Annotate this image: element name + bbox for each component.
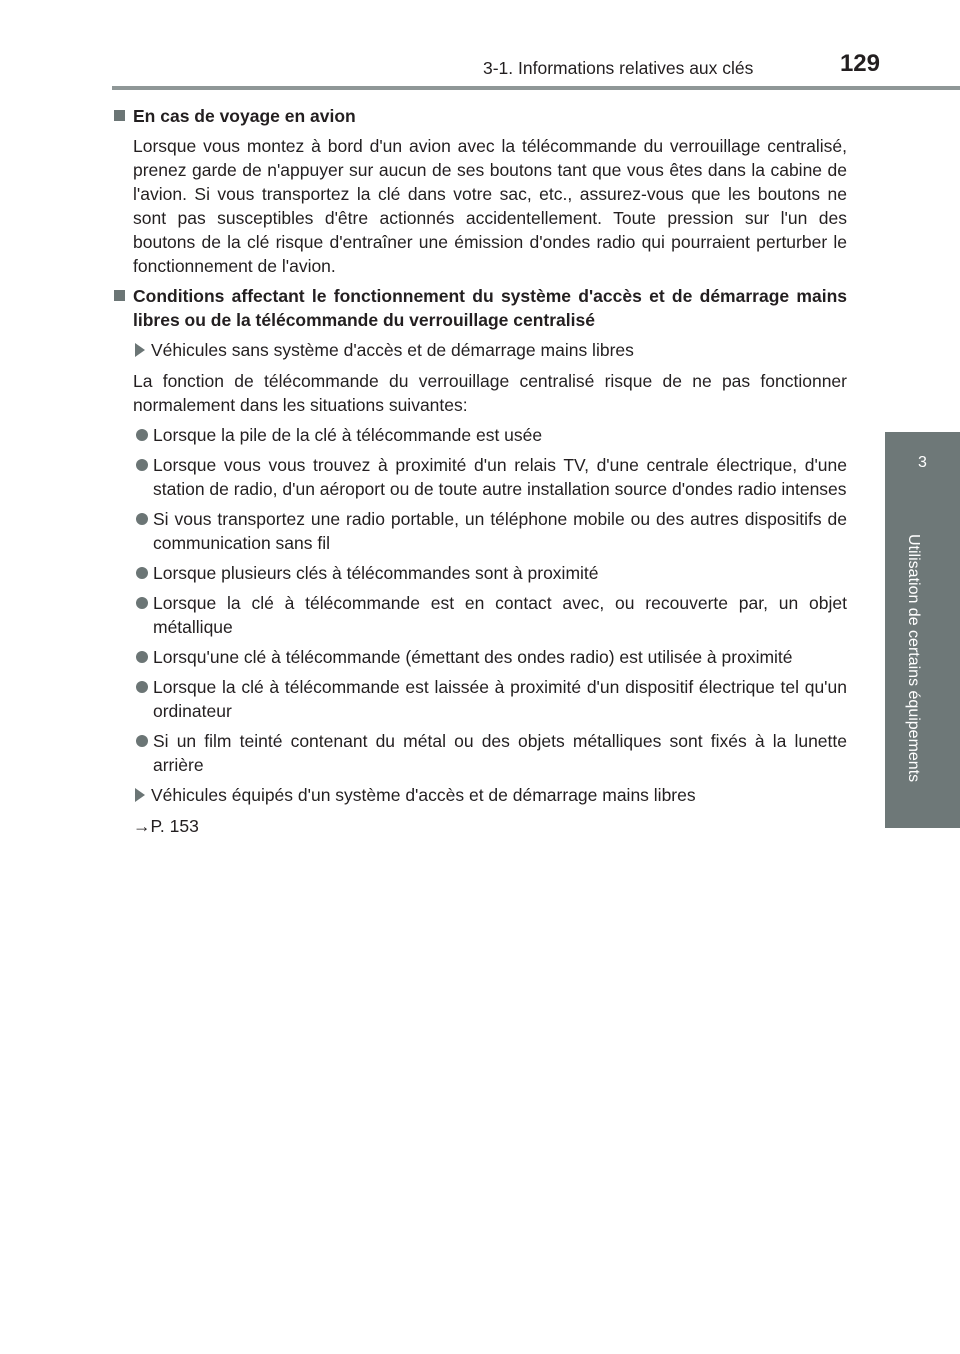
section-heading-text: En cas de voyage en avion [133,106,356,126]
page-content [112,104,847,838]
list-item-text: Lorsque la pile de la clé à télécommande est usée [153,425,543,445]
list-item-text: Si un film teinté contenant du métal ou des objets métalliques sont fixés à la lunette arrière [153,731,847,775]
list-item-text: Lorsque la clé à télécommande est en contact avec, ou recouverte par, un objet métallique [153,593,847,637]
page-number: 129 [839,50,880,77]
section-heading-text: Conditions affectant le fonctionnement du système d'accès et de démarrage mains libres ou de la télécommande du verrouillage centralisé [133,286,847,330]
right-arrow-icon: → [133,816,151,836]
section-heading-conditions [112,284,847,332]
list-item [112,591,847,639]
triangle-arrow-icon [135,343,145,357]
round-bullet-icon [136,651,148,663]
subsection-without-smart-entry [112,338,847,362]
page-reference-text[interactable]: P. 153 [150,816,199,836]
list-item [112,675,847,723]
header-divider [112,86,960,90]
list-item [112,561,847,585]
list-item-text: Lorsque vous vous trouvez à proximité d'un relais TV, d'une centrale électrique, d'une station de radio, d'un aéroport ou de toute autre installation source d'ondes radio intenses [153,455,847,499]
list-item-text: Lorsque plusieurs clés à télécommandes sont à proximité [153,563,599,583]
round-bullet-icon [136,459,148,471]
chapter-number: 3 [918,454,927,471]
round-bullet-icon [136,513,148,525]
square-bullet-icon [114,110,125,121]
section-body-avion: Lorsque vous montez à bord d'un avion avec la télécommande du verrouillage centralisé, prenez garde de n'appuyer sur aucun de ses boutons tant que vous êtes dans la cabine de l'avion. Si vous transportez la clé dans votre sac, etc., assurez-vous que les boutons ne sont pas susceptibles d'être actionnés accidentellement. Toute pression sur l'un des boutons de la clé risque d'entraîner une émission d'ondes radio qui pourraient perturber le fonctionnement de l'avion. [133,136,847,276]
round-bullet-icon [136,681,148,693]
conditions-intro: La fonction de télécommande du verrouillage centralisé risque de ne pas fonctionner normalement dans les situations suivantes: [133,371,847,415]
round-bullet-icon [136,735,148,747]
subsection-with-smart-entry [112,783,847,807]
list-item-text: Lorsqu'une clé à télécommande (émettant des ondes radio) est utilisée à proximité [153,647,793,667]
list-item-text: Lorsque la clé à télécommande est laissée à proximité d'un dispositif électrique tel qu'un ordinateur [153,677,847,721]
page-reference[interactable] [112,814,847,838]
subsection-title: Véhicules équipés d'un système d'accès et de démarrage mains libres [151,785,696,805]
header-section-title: 3-1. Informations relatives aux clés [483,58,754,78]
list-item [112,453,847,501]
chapter-label: Utilisation de certains équipements [905,534,922,783]
list-item [112,507,847,555]
subsection-title: Véhicules sans système d'accès et de démarrage mains libres [151,340,634,360]
square-bullet-icon [114,290,125,301]
chapter-side-tab [885,432,960,828]
triangle-arrow-icon [135,788,145,802]
list-item-text: Si vous transportez une radio portable, un téléphone mobile ou des autres dispositifs de communication sans fil [153,509,847,553]
round-bullet-icon [136,429,148,441]
round-bullet-icon [136,567,148,579]
round-bullet-icon [136,597,148,609]
list-item [112,645,847,669]
section-heading-avion [112,104,847,128]
list-item [112,729,847,777]
list-item [112,423,847,447]
